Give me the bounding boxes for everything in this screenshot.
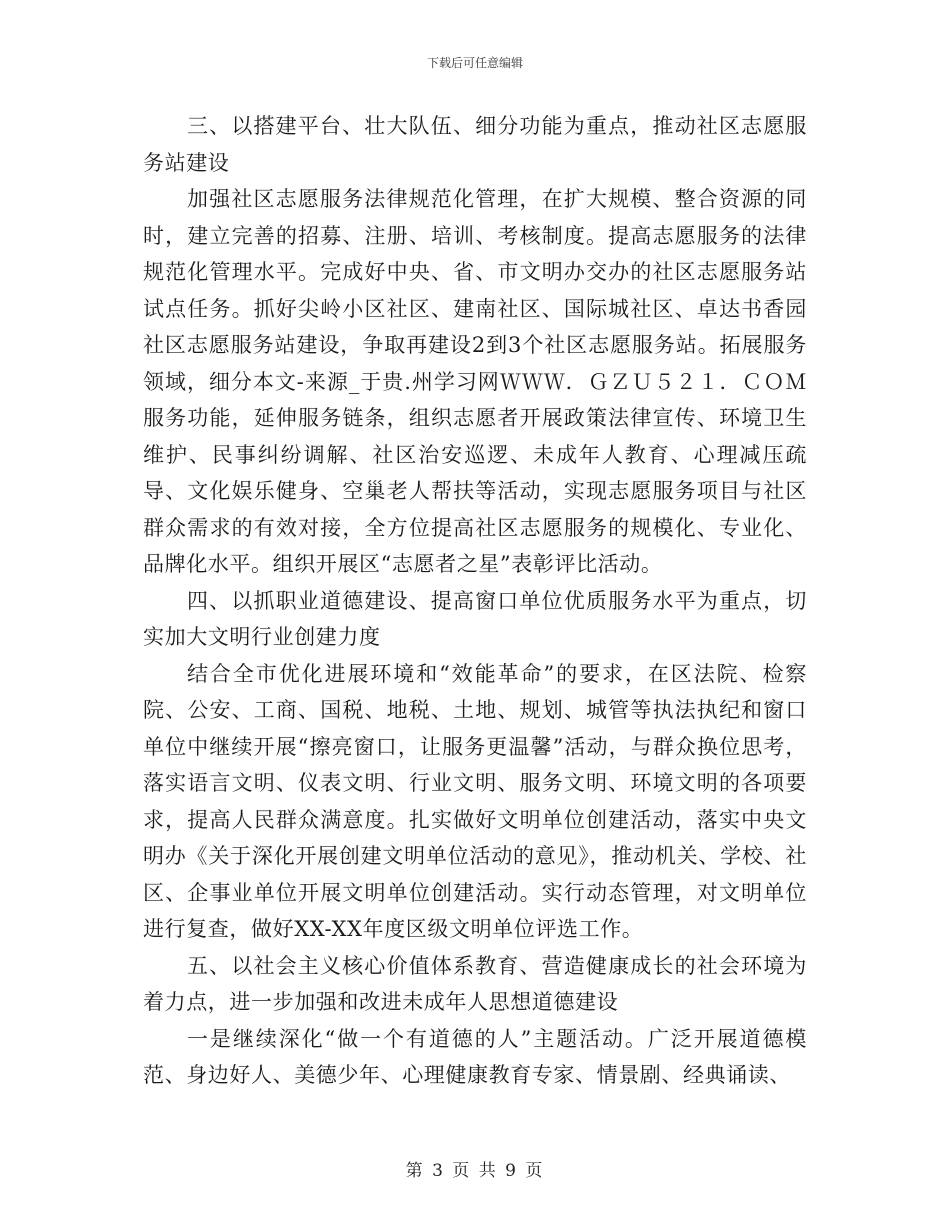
body-paragraph-moral-activities: 一是继续深化“做一个有道德的人”主题活动。广泛开展道德模范、身边好人、美德少年、心理健康教育专家、情景剧、经典诵读、 [143,1026,807,1087]
section-heading-4: 四、以抓职业道德建设、提高窗口单位优质服务水平为重点，切实加大文明行业创建力度 [143,588,807,649]
section-heading-5: 五、以社会主义核心价值体系教育、营造健康成长的社会环境为着力点，进一步加强和改进未成年人思想道德建设 [143,953,807,1014]
page-number: 第 3 页 共 9 页 [405,1161,545,1181]
section-heading-3: 三、以搭建平台、壮大队伍、细分功能为重点，推动社区志愿服务站建设 [143,114,807,175]
page-header-note: 下载后可任意编辑 [426,56,523,70]
body-paragraph-civilized-industry: 结合全市优化进展环境和“效能革命”的要求，在区法院、检察院、公安、工商、国税、地税、土地、规划、城管等执法执纪和窗口单位中继续开展“擦亮窗口，让服务更温馨”活动，与群众换位思考，落实语言文明、仪表文明、行业文明、服务文明、环境文明的各项要求，提高人民群众满意度。扎实做好文明单位创建活动，落实中央文明办《关于深化开展创建文明单位活动的意见》，推动机关、学校、社区、企事业单位开展文明单位创建活动。实行动态管理，对文明单位进行复查，做好XX-XX年度区级文明单位评选工作。 [143,661,807,941]
body-paragraph-volunteer-stations: 加强社区志愿服务法律规范化管理，在扩大规模、整合资源的同时，建立完善的招募、注册、培训、考核制度。提高志愿服务的法律规范化管理水平。完成好中央、省、市文明办交办的社区志愿服务站试点任务。抓好尖岭小区社区、建南社区、国际城社区、卓达书香园社区志愿服务站建设，争取再建设2到3个社区志愿服务站。拓展服务领域，细分本文-来源_于贵.州学习网ＷＷＷ．ＧＺＵ５２１．ＣＯＭ服务功能，延伸服务链条，组织志愿者开展政策法律宣传、环境卫生维护、民事纠纷调解、社区治安巡逻、未成年人教育、心理减压疏导、文化娱乐健身、空巢老人帮扶等活动，实现志愿服务项目与社区群众需求的有效对接，全方位提高社区志愿服务的规模化、专业化、品牌化水平。组织开展区“志愿者之星”表彰评比活动。 [143,187,807,576]
document-body [143,108,807,1094]
